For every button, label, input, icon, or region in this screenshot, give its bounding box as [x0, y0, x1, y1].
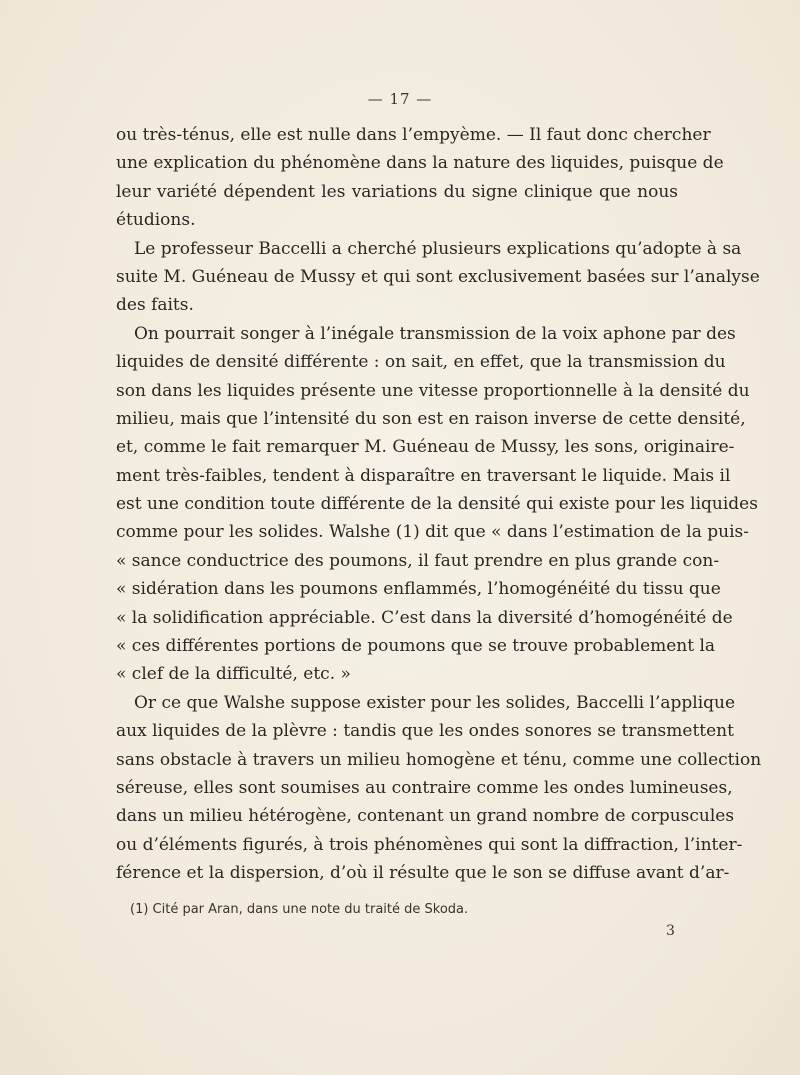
quote-line: « clef de la difficulté, etc. »	[116, 664, 351, 685]
text-line: ment très-faibles, tendent à disparaître en traversant le liquide. Mais il	[116, 465, 731, 486]
text-line: son dans les liquides présente une vitesse proportionnelle à la densité du	[116, 380, 750, 401]
text-line: comme pour les solides. Walshe (1) dit que « dans l’estimation de la puis-	[116, 522, 749, 543]
quote-line: « la solidification appréciable. C’est dans la diversité d’homogénéité de	[116, 607, 733, 628]
quote-line: « sidération dans les poumons enflammés, l’homogénéité du tissu que	[116, 579, 721, 600]
text-line: On pourrait songer à l’inégale transmission de la voix aphone par des	[134, 323, 736, 344]
footnote: (1) Cité par Aran, dans une note du traité de Skoda.	[130, 902, 469, 917]
text-line: suite M. Guéneau de Mussy et qui sont exclusivement basées sur l’analyse	[116, 266, 760, 287]
text-line: Le professeur Baccelli a cherché plusieurs explications qu’adopte à sa	[134, 238, 742, 259]
text-line: Or ce que Walshe suppose exister pour les solides, Baccelli l’applique	[134, 692, 736, 713]
text-line: aux liquides de la plèvre : tandis que les ondes sonores se transmettent	[116, 721, 734, 742]
text-line: dans un milieu hétérogène, contenant un grand nombre de corpuscules	[116, 806, 735, 827]
text-line: et, comme le fait remarquer M. Guéneau de Mussy, les sons, originaire-	[116, 437, 735, 458]
quote-line: « sance conductrice des poumons, il faut prendre en plus grande con-	[116, 550, 720, 571]
text-line: liquides de densité différente : on sait, en effet, que la transmission du	[116, 352, 726, 373]
text-line: des faits.	[116, 295, 194, 316]
text-line: leur variété dépendent les variations du signe clinique que nous	[116, 181, 678, 202]
text-line: est une condition toute différente de la densité qui existe pour les liquides	[116, 494, 758, 515]
quote-line: « ces différentes portions de poumons que se trouve probablement la	[116, 636, 716, 657]
page-number: — 17 —	[367, 90, 433, 108]
body-text	[116, 121, 762, 888]
text-line: milieu, mais que l’intensité du son est en raison inverse de cette densité,	[116, 408, 746, 429]
text-line: ou d’éléments figurés, à trois phénomènes qui sont la diffraction, l’inter-	[116, 834, 743, 855]
text-line: ou très-ténus, elle est nulle dans l’empyème. — Il faut donc chercher	[116, 125, 711, 145]
text-line: férence et la dispersion, d’où il résulte que le son se diffuse avant d’ar-	[116, 863, 730, 884]
text-line: sans obstacle à travers un milieu homogène et ténu, comme une collection	[116, 749, 762, 770]
signature-mark: 3	[666, 923, 675, 939]
text-line: séreuse, elles sont soumises au contraire comme les ondes lumineuses,	[116, 777, 733, 798]
text-line: étudions.	[116, 210, 196, 231]
text-line: une explication du phénomène dans la nature des liquides, puisque de	[116, 153, 724, 174]
